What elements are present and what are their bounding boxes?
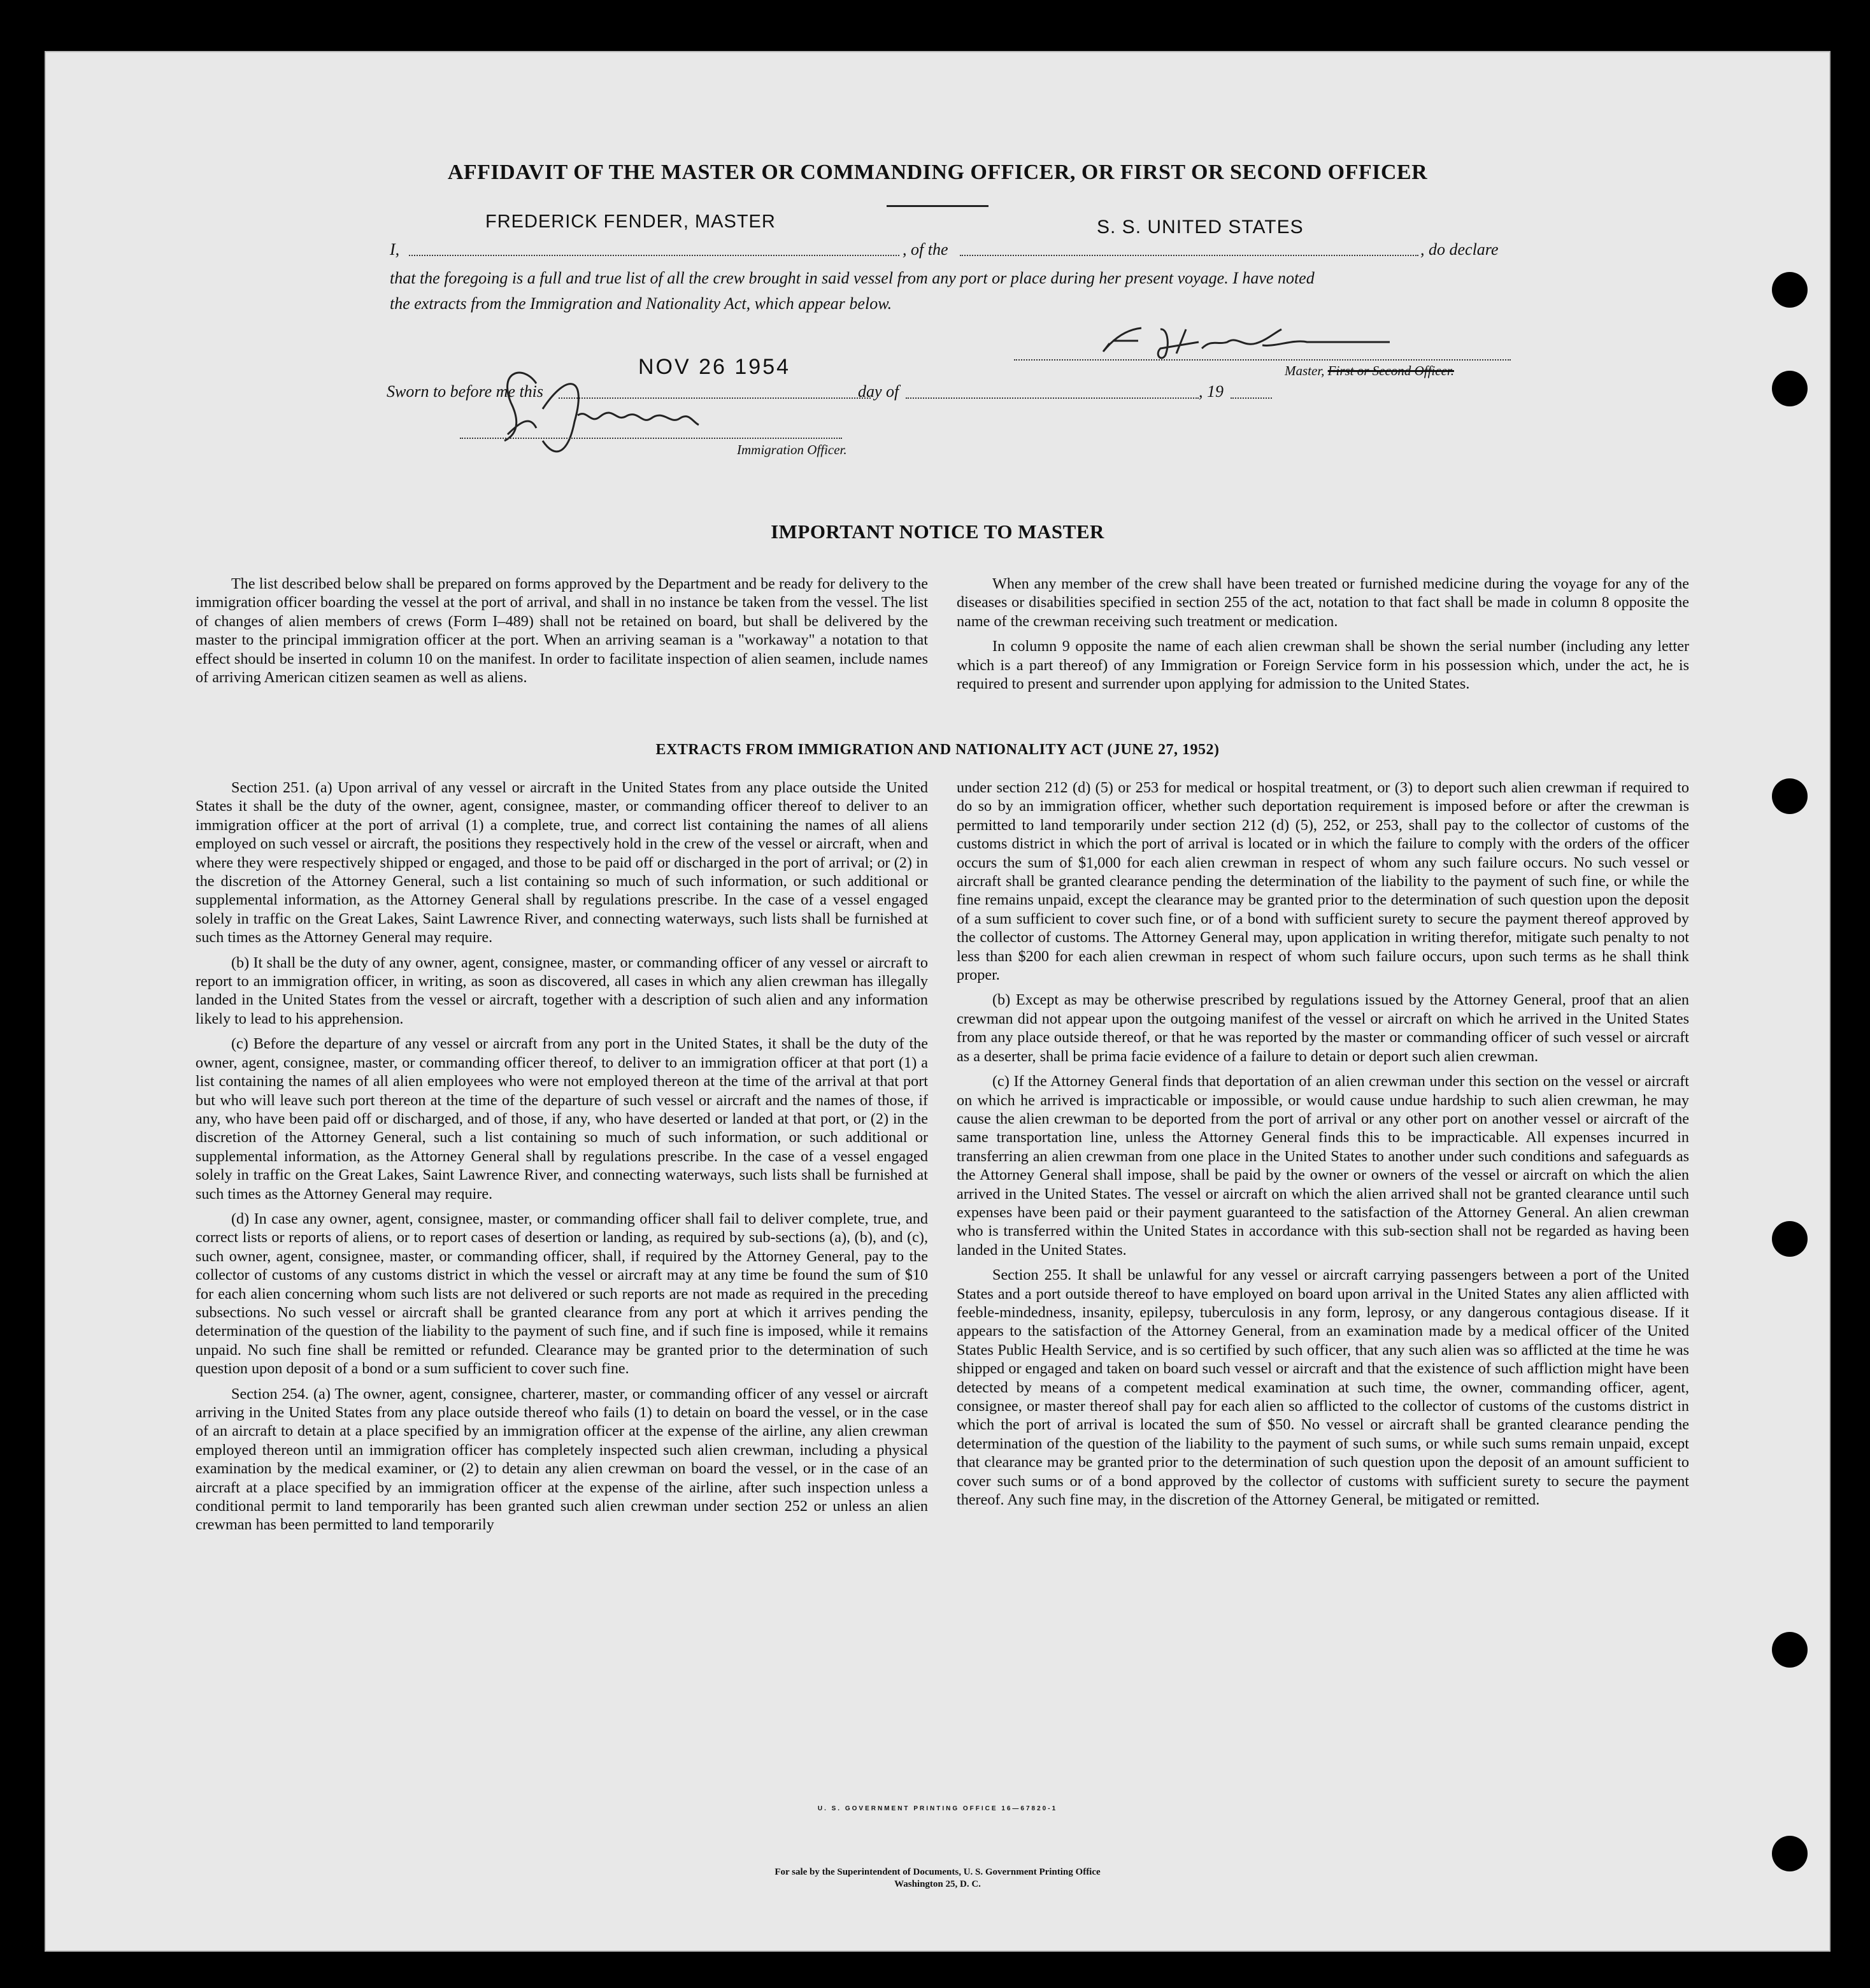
i-label: I, <box>390 240 400 259</box>
year-label: , 19 <box>1199 382 1224 401</box>
notice-left-paragraph: The list described below shall be prepared on forms approved by the Department and be ready for delivery to the immigration officer boarding the vessel at the port of arrival, and shall in no instance be taken from the vessel. The list of changes of alien members of crews (Form I–489) shall not be retained on board, but shall be delivered by the master to the principal immigration officer at the port. When an arriving seaman is a "workaway" a notation to that effect should be inserted in column 10 on the manifest. In order to facilitate inspection of alien seamen, include names of arriving American citizen seamen as well as aliens. <box>196 575 928 687</box>
notice-right-paragraph-1: When any member of the crew shall have been treated or furnished medicine during the voyage for any of the diseases or disabilities specified in section 255 of the act, notation to that fact shall be made in column 8 opposite the name of the crewman receiving such treatment or medication. <box>957 575 1689 630</box>
section-254a: Section 254. (a) The owner, agent, consignee, charterer, master, or commanding officer of any vessel or aircraft arriving in the United States from any place outside thereof who fails (1) to detain on board the vessel, or in the case of an aircraft to detain at a place specified by an immigration officer at the expense of the airline, any alien crewman employed thereon until an immigration officer has completely inspected such alien crewman, including a physical examination by the medical examiner, or (2) to detain any alien crewman on board the vessel, or in the case of an aircraft at a place specified by an immigration officer at the expense of the airline, after such inspection unless a conditional permit to land temporarily has been granted such alien crewman under section 252 or unless an alien crewman has been permitted to land temporarily <box>196 1385 928 1534</box>
sworn-label: Sworn to before me this <box>387 382 544 401</box>
gpo-line: U. S. GOVERNMENT PRINTING OFFICE 16—67820-1 <box>817 1805 1058 1812</box>
section-251a: Section 251. (a) Upon arrival of any vessel or aircraft in the United States from any place outside the United States it shall be the duty of the owner, agent, consignee, master, or commanding officer thereof to deliver to an immigration officer at the port of arrival (1) a complete, true, and correct list containing the names of all aliens employed on such vessel or aircraft, the positions they respectively hold in the crew of the vessel or aircraft, when and where they were respectively shipped or engaged, and those to be paid off or discharged in the port of arrival; or (2) in the discretion of the Attorney General, such a list containing so much of such information, or such additional or supplemental information, as the Attorney General shall by regulations prescribe. In the case of a vessel engaged solely in traffic on the Great Lakes, Saint Lawrence River, and connecting waterways, such lists shall be furnished at such times as the Attorney General may require. <box>196 779 928 947</box>
of-the-label: , of the <box>903 240 948 259</box>
document-page <box>45 51 1831 1952</box>
declaration-line-2: the extracts from the Immigration and Nationality Act, which appear below. <box>390 294 892 313</box>
immigration-officer-signature <box>460 345 759 466</box>
immigration-officer-caption: Immigration Officer. <box>737 442 847 457</box>
section-255: Section 255. It shall be unlawful for any vessel or aircraft carrying passengers between a port of the United States and a port outside thereof to have employed on board upon arrival in the United States any alien afflicted with feeble-mindedness, insanity, epilepsy, tuberculosis in any form, leprosy, or any dangerous contagious disease. If it appears to the satisfaction of the Attorney General, from an examination made by a medical officer of the United States Public Health Service, and is so certified by such officer, that any such alien was so afflicted at the time he was shipped or engaged and taken on board such vessel or aircraft and that the existence of such affliction might have been detected by means of a competent medical examination at such time, the owner, commanding officer, agent, consignee, or master thereof shall pay for each alien so afflicted to the collector of customs of the customs district in which the port of arrival is located the sum of $50. No vessel or aircraft shall be granted clearance pending the determination of the question of the liability to the payment of such sums, or while such sums remain unpaid, except that clearance may be granted prior to the determination of such question upon the deposit of an amount sufficient to cover such sums or of a bond approved by the collector of customs with sufficient surety to secure the payment thereof. Any such fine may, in the discretion of the Attorney General, be mitigated or remitted. <box>957 1266 1689 1509</box>
extracts-left-column <box>196 778 928 1541</box>
name-dotted-line <box>409 255 899 256</box>
section-251d: (d) In case any owner, agent, consignee, master, or commanding officer shall fail to deliver complete, true, and correct lists or reports of aliens, or to report cases of desertion or landing, as required by sub-sections (a), (b), and (c), such owner, agent, consignee, master, or commanding officer, shall, if required by the Attorney General, pay to the collector of customs of any customs district in which the vessel or aircraft may at any time be found the sum of $10 for each alien concerning whom such lists are not delivered or such reports are not made as required in the preceding subsections. No such vessel or aircraft shall be granted clearance from any port at which it arrives pending the determination of the question of the liability to the payment of such fine, and if such fine is imposed, while it remains unpaid. No such fine shall be remitted or refunded. Clearance may be granted prior to the determination of such question upon deposit of a bond or a sum sufficient to cover such fine. <box>196 1210 928 1378</box>
year-dotted-line <box>1231 397 1272 399</box>
punch-hole <box>1772 1221 1808 1257</box>
punch-hole <box>1772 1632 1808 1668</box>
extracts-title: EXTRACTS FROM IMMIGRATION AND NATIONALITY ACT (JUNE 27, 1952) <box>655 741 1220 758</box>
do-declare-label: , do declare <box>1420 240 1499 259</box>
punch-hole <box>1772 778 1808 814</box>
extracts-right-column <box>957 778 1689 1515</box>
notice-right-paragraph-2: In column 9 opposite the name of each alien crewman shall be shown the serial number (including any letter which is a part thereof) of any Immigration or Foreign Service form in his possession which, under the act, he is required to present and surrender upon applying for admission to the United States. <box>957 638 1689 693</box>
punch-hole <box>1772 371 1808 406</box>
section-254b: (b) Except as may be otherwise prescribed by regulations issued by the Attorney General, proof that an alien crewman did not appear upon the outgoing manifest of the vessel or aircraft on which he arrived in the United States from any place outside thereof, or that he was reported by the master or commanding officer of such vessel or aircraft as a deserter, shall be prima facie evidence of a failure to detain or deport such alien crewman. <box>957 991 1689 1065</box>
sale-notice <box>46 1866 1829 1891</box>
vessel-name-entry: S. S. UNITED STATES <box>1097 217 1304 238</box>
section-251b: (b) It shall be the duty of any owner, agent, consignee, master, or commanding officer of any vessel or aircraft to report to an immigration officer, in writing, as soon as discovered, all cases in which any alien crewman has illegally landed in the United States from the vessel or aircraft, together with a description of such alien and any information likely to lead to his apprehension. <box>196 954 928 1027</box>
title-rule <box>887 205 989 207</box>
notice-title: IMPORTANT NOTICE TO MASTER <box>771 520 1104 543</box>
master-caption <box>1285 363 1454 379</box>
affidavit-title: AFFIDAVIT OF THE MASTER OR COMMANDING OFFICER, OR FIRST OR SECOND OFFICER <box>447 161 1428 184</box>
master-name-entry: FREDERICK FENDER, MASTER <box>485 211 776 232</box>
section-251c: (c) Before the departure of any vessel or aircraft from any port in the United States, it shall be the duty of the owner, agent, consignee, master, or commanding officer thereof, to deliver to an immigration officer at that port (1) a list containing the names of all alien employees who were not employed thereon at the time of the arrival at that port but who will leave such port thereon at the time of the departure of such vessel or aircraft and the names of those, if any, who have been paid off or discharged, and of those, if any, who have deserted or landed at that port, or (2) in the discretion of the Attorney General, such a list containing so much of such information, or such additional or supplemental information, as the Attorney General shall by regulations prescribe. In the case of a vessel engaged solely in traffic on the Great Lakes, Saint Lawrence River, and connecting waterways, such lists shall be furnished at such times as the Attorney General may require. <box>196 1035 928 1203</box>
month-dotted-line <box>906 397 1199 399</box>
notice-left-column <box>196 575 928 693</box>
master-caption-struck: First or Second Officer. <box>1327 363 1454 378</box>
date-stamp: NOV 26 1954 <box>638 355 791 379</box>
day-of-label: day of <box>858 382 899 401</box>
punch-hole <box>1772 1836 1808 1871</box>
sale-line-2: Washington 25, D. C. <box>894 1879 981 1889</box>
section-254a-continued: under section 212 (d) (5) or 253 for medical or hospital treatment, or (3) to deport such alien crewman if required to do so by an immigration officer, whether such deportation requirement is imposed before or after the crewman is permitted to land temporarily under section 212 (d) (5), 252, or 253, shall pay to the collector of customs of the customs district in which the port of arrival is located or in which the failure to comply with the orders of the officer occurs the sum of $1,000 for each alien crewman in respect of whom any such failure occurs. No such vessel or aircraft shall be granted clearance pending the determination of the liability to the payment of such fine, or while the fine remains unpaid, except the clearance may be granted prior to the determination of such question upon the deposit of a sum sufficient to cover such fine, or of a bond with sufficient surety to secure the payment thereof approved by the collector of customs. The Attorney General may, upon application in writing therefor, mitigate such penalty to not less than $200 for each alien crewman in respect of whom such failure occurs, upon such terms as he shall think proper. <box>957 779 1689 984</box>
officer-signature-line <box>460 438 842 439</box>
declaration-line-1: that the foregoing is a full and true list of all the crew brought in said vessel from any port or place during her present voyage. I have noted <box>390 269 1315 287</box>
master-signature-line <box>1014 359 1511 361</box>
sale-line-1: For sale by the Superintendent of Documents, U. S. Government Printing Office <box>774 1867 1101 1877</box>
vessel-dotted-line <box>960 255 1418 256</box>
punch-hole <box>1772 272 1808 308</box>
master-caption-prefix: Master, <box>1285 363 1328 378</box>
section-254c: (c) If the Attorney General finds that deportation of an alien crewman under this section on the vessel or aircraft on which he arrived is impracticable or impossible, or would cause undue hardship to such alien crewman, he may cause the alien crewman to be deported from the port of arrival or any other port on another vessel or aircraft of the same transportation line, unless the Attorney General finds this to be impracticable. All expenses incurred in transferring an alien crewman from one place in the United States to another under such conditions and safeguards as the Attorney General shall impose, shall be paid by the owner or owners of the vessel or aircraft on which the alien arrived in the United States. The vessel or aircraft on which the alien arrived shall not be granted clearance until such expenses have been paid or their payment guaranteed to the satisfaction of the Attorney General. An alien crewman who is transferred within the United States in accordance with this sub-section shall not be regarded as having been landed in the United States. <box>957 1073 1689 1259</box>
notice-right-column <box>957 575 1689 699</box>
